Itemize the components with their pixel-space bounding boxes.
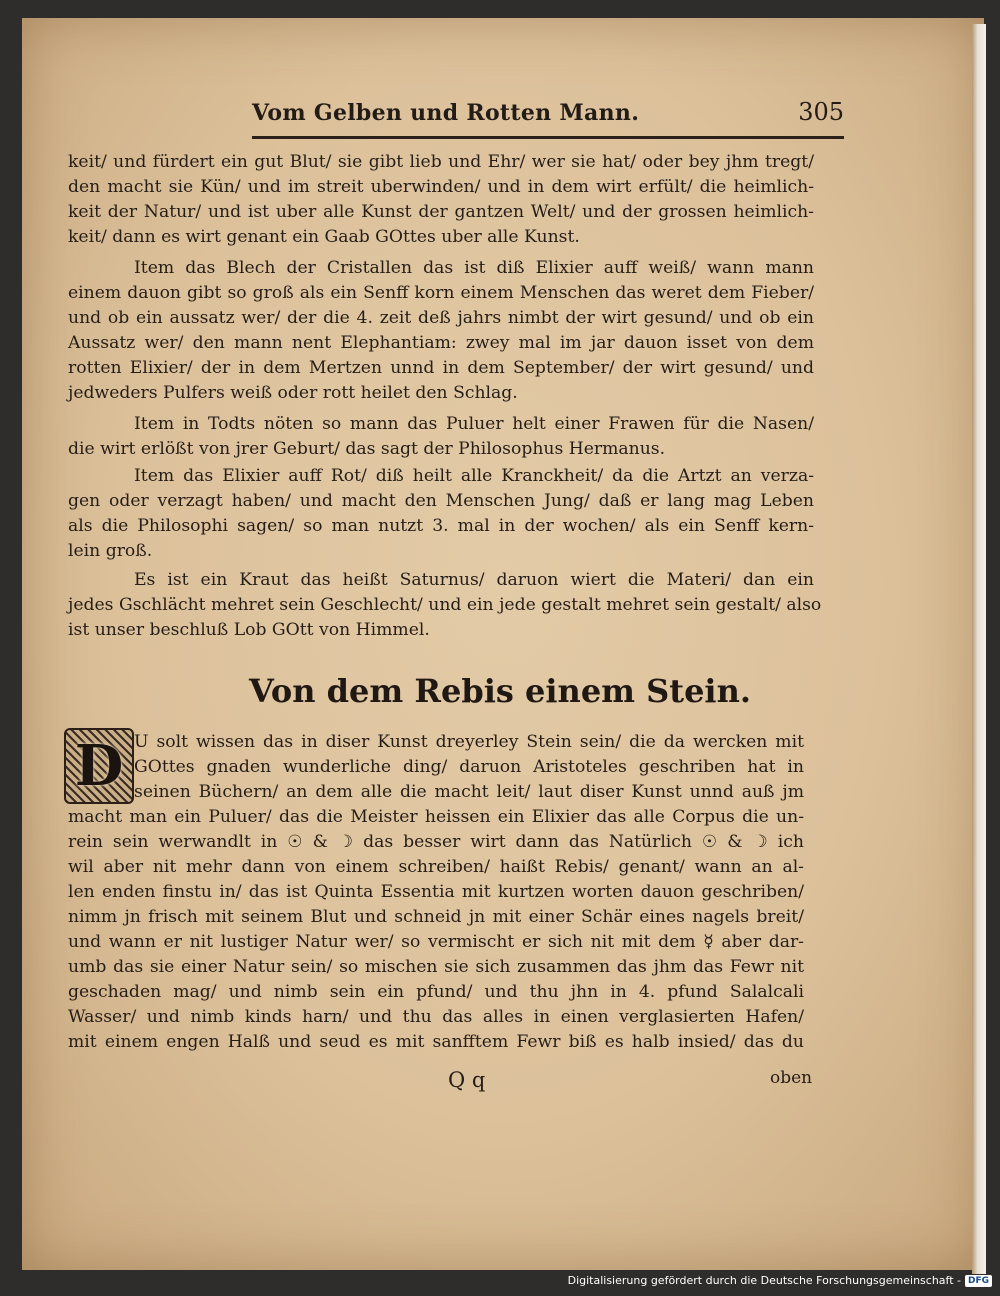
text-line: Aussatz wer/ den mann nent Elephantiam: zwey mal im jar dauon isset von dem	[68, 333, 814, 353]
signature-mark: Q q	[448, 1068, 486, 1092]
text-line: und wann er nit lustiger Natur wer/ so vermischt er sich nit mit dem ☿ aber dar-	[68, 932, 804, 952]
dfg-logo: DFG	[965, 1275, 992, 1287]
text-line: lein groß.	[68, 541, 153, 561]
running-head: Vom Gelben und Rotten Mann.	[252, 100, 640, 126]
text-line: nimm jn frisch mit seinem Blut und schneid jn mit einer Schär eines nagels breit/	[68, 907, 804, 927]
text-line: die wirt erlößt von jrer Geburt/ das sagt der Philosophus Hermanus.	[68, 439, 666, 459]
text-line: gen oder verzagt haben/ und macht den Menschen Jung/ daß er lang mag Leben	[68, 491, 814, 511]
paragraph-5	[68, 568, 822, 643]
credit-text: Digitalisierung gefördert durch die Deutsche Forschungsgemeinschaft -	[567, 1274, 961, 1287]
paragraph-3	[68, 412, 814, 462]
text-line: Wasser/ und nimb kinds harn/ und thu das alles in einen verglasierten Hafen/	[68, 1007, 804, 1027]
page-header	[252, 96, 844, 139]
section-body	[68, 805, 804, 1055]
text-line: als die Philosophi sagen/ so man nutzt 3. mal in der wochen/ als ein Senff kern-	[68, 516, 814, 536]
text-line: seinen Büchern/ an dem alle die macht leit/ laut diser Kunst unnd auß jm	[134, 782, 804, 802]
page-number: 305	[798, 98, 844, 126]
text-line: und ob ein aussatz wer/ der die 4. zeit deß jahrs nimbt der wirt gesund/ und ob ein	[68, 308, 814, 328]
text-line: ist unser beschluß Lob GOtt von Himmel.	[68, 620, 430, 640]
section-body-indented	[134, 730, 804, 805]
text-line: keit der Natur/ und ist uber alle Kunst der gantzen Welt/ und der grossen heimlich-	[68, 202, 814, 222]
section-title: Von dem Rebis einem Stein.	[249, 672, 751, 710]
paragraph-1	[68, 150, 814, 250]
text-line: geschaden mag/ und nimb sein ein pfund/ und thu jhn in 4. pfund Salalcali	[68, 982, 804, 1002]
text-line: einem dauon gibt so groß als ein Senff korn einem Menschen das weret dem Fieber/	[68, 283, 814, 303]
text-line: jedweders Pulfers weiß oder rott heilet den Schlag.	[68, 383, 518, 403]
text-line: den macht sie Kün/ und im streit uberwinden/ und in dem wirt erfült/ die heimlich-	[68, 177, 814, 197]
text-line: U solt wissen das in diser Kunst dreyerley Stein sein/ die da wercken mit	[134, 732, 804, 752]
text-line: umb das sie einer Natur sein/ so mischen sie sich zusammen das jhm das Fewr nit	[68, 957, 804, 977]
text-line: mit einem engen Halß und seud es mit sanfftem Fewr biß es halb insied/ das du	[68, 1032, 804, 1052]
text-line: macht man ein Puluer/ das die Meister heissen ein Elixier das alle Corpus die un-	[68, 807, 804, 827]
text-line: GOttes gnaden wunderliche ding/ daruon Aristoteles geschriben hat in	[134, 757, 804, 777]
digitization-credit	[568, 1274, 992, 1287]
decorated-initial: D	[64, 728, 134, 804]
text-line: Es ist ein Kraut das heißt Saturnus/ daruon wiert die Materi/ dan ein	[134, 570, 814, 590]
page-edge	[972, 24, 986, 1274]
paragraph-2	[68, 256, 814, 406]
text-line: Item das Blech der Cristallen das ist diß Elixier auff weiß/ wann mann	[134, 258, 814, 278]
text-line: keit/ dann es wirt genant ein Gaab GOttes uber alle Kunst.	[68, 227, 580, 247]
text-line: len enden finstu in/ das ist Quinta Essentia mit kurtzen worten dauon geschriben/	[68, 882, 804, 902]
catchword: oben	[770, 1068, 813, 1088]
text-line: rein sein werwandlt in ☉ & ☽ das besser wirt dann das Natürlich ☉ & ☽ ich	[68, 832, 804, 852]
paragraph-4	[68, 464, 814, 564]
text-line: Item das Elixier auff Rot/ diß heilt alle Kranckheit/ da die Artzt an verza-	[134, 466, 814, 486]
text-line: Item in Todts nöten so mann das Puluer helt einer Frawen für die Nasen/	[134, 414, 814, 434]
text-line: keit/ und fürdert ein gut Blut/ sie gibt lieb und Ehr/ wer sie hat/ oder bey jhm tregt/	[68, 152, 814, 172]
text-line: wil aber nit mehr dann von einem schreiben/ haißt Rebis/ genant/ wann an al-	[68, 857, 804, 877]
text-line: rotten Elixier/ der in dem Mertzen unnd in dem September/ der wirt gesund/ und	[68, 358, 814, 378]
text-line: jedes Gschlächt mehret sein Geschlecht/ und ein jede gestalt mehret sein gestalt/ also	[68, 595, 822, 615]
